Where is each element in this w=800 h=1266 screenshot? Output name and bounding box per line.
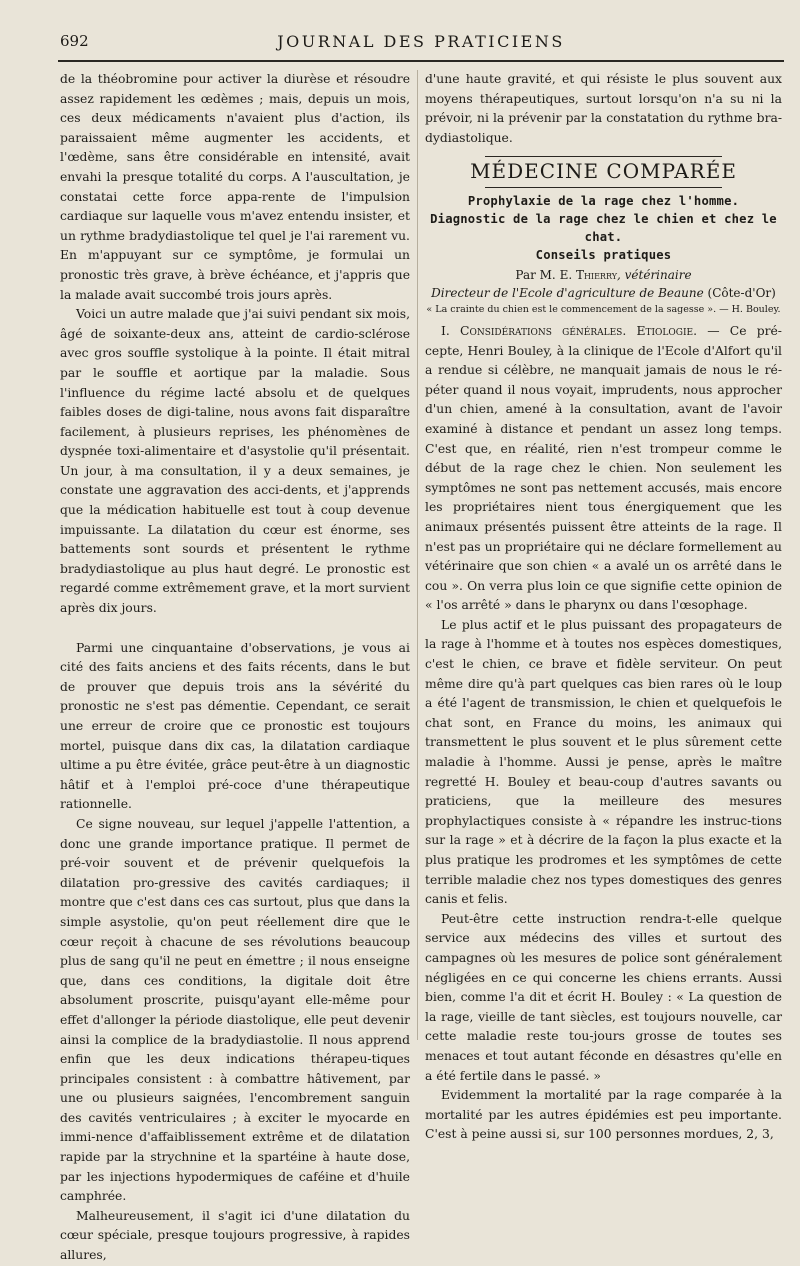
left-column — [60, 70, 410, 1266]
article-paragraph-1-text: — Ce pré-cepte, Henri Bouley, à la clinique de l'Ecole d'Alfort qu'il a rendue si célèbre, ne manquait jamais de nous le ré-péter quand il nous voyait, imprudents, nous approcher d'un chien, amené à la consultation, avant de l'avoir examiné à distance et pendant un assez long temps. C'est que, en réalité, rien n'est trompeur comme le début de la rage chez le chien. Non seulement les symptômes ne sont pas nettement accusés, mais encore les propriétaires nient tous énergiquement que les animaux présentés puissent être atteints de la rage. Il n'est pas un propriétaire qui ne déclare formellement au vétérinaire que son chien « a avalé un os arrêté dans le cou ». On verra plus loin ce que signifie cette opinion de « l'os arrêté » dans le pharynx ou dans l'œsophage. — [425, 323, 782, 613]
paragraph-gap — [60, 619, 410, 639]
article-title-line-2: Diagnostic de la rage chez le chien et chez le chat. — [430, 211, 777, 244]
continuation-paragraph: d'une haute gravité, et qui résiste le plus souvent aux moyens thérapeutiques, surtout lorsqu'on n'a su ni la prévoir, ni la prévenir par la constatation du rythme bra-dydiastolique. — [425, 72, 782, 145]
paragraph-5: Malheureusement, il s'agit ici d'une dilatation du cœur spéciale, presque toujours progressive, à rapides allures, — [60, 1208, 410, 1263]
paragraph-2: Voici un autre malade que j'ai suivi pendant six mois, âgé de soixante-deux ans, atteint de cardio-sclérose avec gros souffle systolique à la pointe. Il était mitral par le souffle et aortique par la maladie. Sous l'influence du régime lacté absolu et de quelques faibles doses de digi-taline, nous avons fait disparaître facilement, à plusieurs reprises, les phénomènes de dyspnée toxi-alimentaire et d'asystolie qu'il présentait. Un jour, à ma consultation, il y a deux semaines, je constate une aggravation des acci-dents, et j'apprends que la médication habituelle est tout à coup devenue impuissante. La dilatation du cœur est énorme, ses battements sont sourds et présentent le rythme bradydiastolique au plus haut degré. Le pronostic est regardé comme extrêmement grave, et la mort survient après dix jours. — [60, 307, 410, 616]
author-prefix: Par M. E. — [515, 267, 576, 282]
section-rule-top — [485, 156, 722, 157]
page-number: 692 — [60, 32, 89, 50]
affiliation-name: Directeur de l'Ecole d'agriculture de Beaune — [431, 285, 704, 300]
article-title — [425, 192, 782, 264]
affiliation-place: (Côte-d'Or) — [703, 285, 776, 300]
article-paragraph-1 — [425, 322, 782, 616]
article-paragraph-3: Peut-être cette instruction rendra-t-elle quelque service aux médecins des villes et surtout des campagnes où les mesures de police sont généralement négligées en ce qui concerne les chiens errants. Aussi bien, comme l'a dit et écrit H. Bouley : « La question de la rage, vieille de tant siècles, est toujours nouvelle, car cette maladie reste tou-jours grosse de toutes ses menaces et tout autant féconde en désastres qu'elle en a été fertile dans le passé. » — [425, 911, 782, 1083]
author-role: , vétérinaire — [617, 267, 692, 282]
paragraph-1: de la théobromine pour activer la diurèse et résoudre assez rapidement les œdèmes ; mais, depuis un mois, ces deux médicaments n'avaient plus d'action, ils paraissaient même augmenter les accidents, et l'œdème, sans être considérable en intensité, avait envahi la presque totalité du corps. A l'auscultation, je constatai cette force appa-rente de l'impulsion cardiaque sur laquelle vous m'avez entendu insister, et un rythme bradydiastolique tel quel je l'ai rarement vu. En m'appuyant sur ce symptôme, je formulai un pronostic très grave, à brève échéance, et j'appris que la malade avait succombé trois jours après. — [60, 72, 410, 302]
section-title-text: MÉDECINE COMPARÉE — [470, 159, 737, 184]
subsection-heading: I. Considérations générales. Etiologie. — [441, 323, 698, 338]
column-divider — [417, 70, 418, 1040]
article-paragraph-2: Le plus actif et le plus puissant des propagateurs de la rage à l'homme et à toutes nos espèces domestiques, c'est le chien, ce brave et fidèle serviteur. On peut même dire qu'à part quelques cas bien rares où le loup a été l'agent de transmission, le chien et quelquefois le chat sont, en France du moins, les animaux qui transmettent le plus souvent et le plus sûrement cette maladie à l'homme. Aussi je pense, après le maître regretté H. Bouley et beau-coup d'autres savants ou praticiens, que la meilleure des mesures prophylactiques consiste à « répandre les instruc-tions sur la rage » et à décrire de la façon la plus exacte et la plus pratique les prodromes et les symptômes de cette terrible maladie chez nos types domestiques des genres canis et felis. — [425, 617, 782, 907]
paragraph-4: Ce signe nouveau, sur lequel j'appelle l'attention, a donc une grande importance pratique. Il permet de pré-voir souvent et de prévenir quelquefois la dilatation pro-gressive des cavités cardiaques; il montre que c'est dans ces cas surtout, plus que dans la simple asystolie, qu'on peut réellement dire que le cœur reçoit à chacune de ses révolutions beaucoup plus de sang qu'il ne peut en émettre ; il nous enseigne que, dans ces conditions, la digitale doit être absolument proscrite, puisqu'ayant elle-même pour effet d'allonger la période diastolique, elle peut devenir ainsi la complice de la bradydiastolie. Il nous apprend enfin que les deux indications thérapeu-tiques principales consistent : à combattre hâtivement, par une ou plusieurs saignées, l'encombrement sanguin des cavités ventriculaires ; à exciter le myocarde en immi-nence d'affaiblissement extrême et de dilatation rapide par la strychnine et la spartéine à haute dose, par les injections hypodermiques de caféine et d'huile camphrée. — [60, 816, 410, 1204]
section-rule-bottom — [485, 187, 722, 188]
page-header — [60, 28, 782, 54]
right-column — [425, 70, 782, 1145]
paragraph-3: Parmi une cinquantaine d'observations, je vous ai cité des faits anciens et des faits récents, dans le but de prouver que depuis trois ans la sévérité du pronostic ne s'est pas démentie. Cependant, ce serait une erreur de croire que ce pronostic est toujours mortel, puisque dans dix cas, la dilatation cardiaque ultime a pu être évitée, grâce peut-être à un diagnostic hâtif et à l'emploi pré-coce d'une thérapeutique rationnelle. — [60, 640, 410, 812]
author-name: Thierry — [575, 267, 618, 282]
article-author — [425, 266, 782, 284]
epigraph: « La crainte du chien est le commencement de la sagesse ». — H. Bouley. — [426, 303, 781, 315]
article-paragraph-4: Evidemment la mortalité par la rage comparée à la mortalité par les autres épidémies est peu importante. C'est à peine aussi si, sur 100 personnes mordues, 2, 3, — [425, 1088, 782, 1142]
author-affiliation — [425, 284, 782, 302]
header-rule — [58, 60, 784, 62]
article-title-line-3: Conseils pratiques — [535, 247, 672, 262]
article-title-line-1: Prophylaxie de la rage chez l'homme. — [467, 193, 740, 208]
section-title — [425, 159, 782, 184]
running-title: JOURNAL DES PRATICIENS — [277, 31, 565, 51]
